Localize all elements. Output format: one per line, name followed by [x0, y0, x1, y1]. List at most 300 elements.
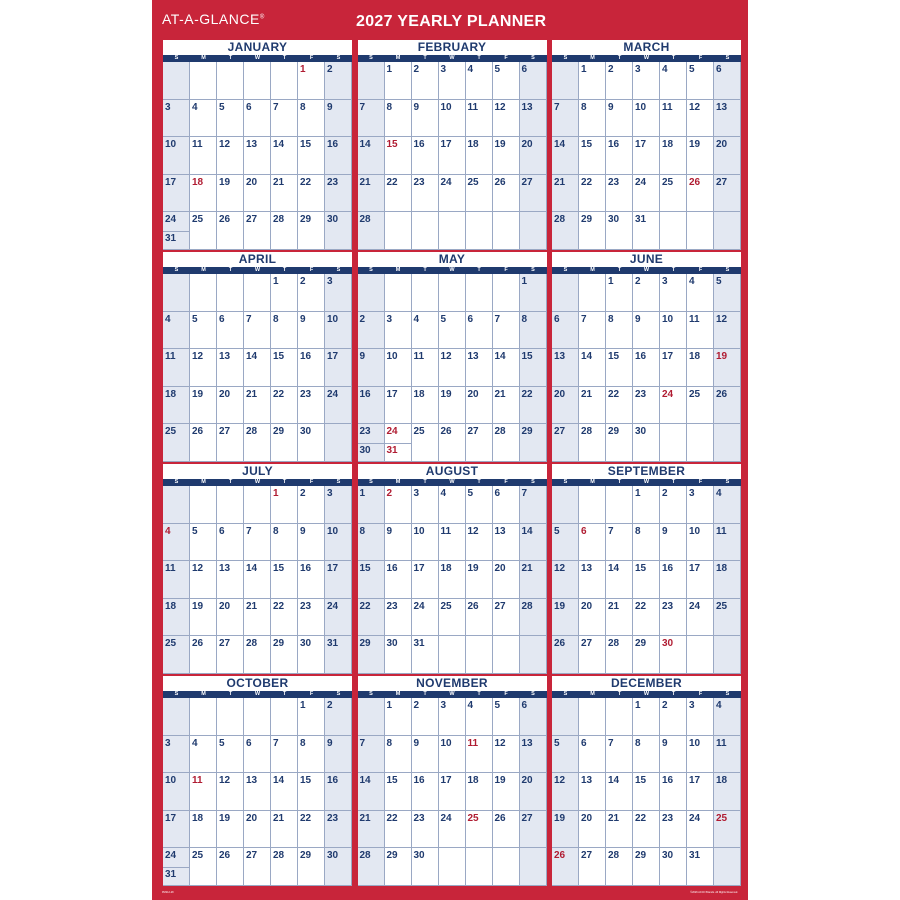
day-number: 24 — [386, 426, 398, 438]
day-cell — [358, 137, 385, 175]
day-number: 10 — [662, 313, 674, 325]
day-cell-empty — [163, 62, 190, 100]
day-cell — [271, 387, 298, 425]
day-number: 19 — [219, 176, 231, 188]
day-number: 12 — [689, 101, 701, 113]
weekday-label: W — [449, 691, 455, 697]
day-number: 8 — [521, 313, 528, 325]
day-cell — [244, 524, 271, 562]
day-cell — [271, 773, 298, 811]
day-cell-empty — [244, 62, 271, 100]
day-cell — [493, 424, 520, 462]
weekday-label: M — [395, 479, 401, 485]
day-cell-empty — [244, 274, 271, 312]
day-number: 22 — [608, 388, 620, 400]
day-number: 18 — [716, 563, 728, 575]
day-number: 9 — [327, 737, 333, 749]
day-number: 14 — [608, 563, 620, 575]
day-cell — [163, 736, 190, 774]
day-number: 21 — [608, 600, 620, 612]
day-cell-empty — [579, 698, 606, 736]
month-name: APRIL — [238, 252, 277, 266]
day-cell — [579, 387, 606, 425]
day-number: 1 — [273, 276, 279, 287]
day-cell — [217, 100, 244, 138]
day-cell — [298, 137, 325, 175]
day-cell — [606, 424, 633, 462]
day-number: 30 — [300, 638, 312, 650]
day-cell — [606, 848, 633, 886]
day-cell — [493, 736, 520, 774]
day-number: 10 — [689, 525, 701, 537]
weekday-label: S — [531, 691, 535, 697]
day-cell — [163, 312, 190, 350]
day-number: 21 — [359, 176, 371, 188]
day-cell — [190, 561, 217, 599]
day-number: 21 — [273, 176, 285, 188]
weekday-label: T — [228, 479, 233, 485]
day-number: 23 — [300, 600, 312, 612]
day-number: 20 — [521, 775, 533, 787]
day-cell — [493, 486, 520, 524]
day-cell — [412, 100, 439, 138]
day-cell — [606, 349, 633, 387]
weekday-header — [552, 55, 741, 62]
day-cell — [606, 524, 633, 562]
day-number: 14 — [521, 525, 533, 537]
day-cell — [687, 736, 714, 774]
day-number: 16 — [635, 351, 647, 363]
day-cell — [385, 599, 412, 637]
day-cell — [385, 811, 412, 849]
day-number: 13 — [219, 563, 231, 575]
day-cell — [298, 599, 325, 637]
day-number: 15 — [386, 775, 398, 787]
day-number: 17 — [327, 563, 339, 575]
day-cell — [687, 100, 714, 138]
month-name: FEBRUARY — [417, 40, 487, 54]
day-number: 7 — [608, 525, 614, 537]
day-number: 4 — [192, 101, 198, 113]
day-number: 22 — [581, 176, 593, 188]
day-number: 27 — [521, 812, 533, 824]
day-cell — [606, 599, 633, 637]
split-divider — [163, 867, 189, 868]
day-cell — [385, 175, 412, 213]
day-cell — [439, 736, 466, 774]
day-cell-empty — [163, 274, 190, 312]
day-cell — [298, 636, 325, 674]
day-number: 5 — [554, 525, 560, 537]
day-number: 6 — [219, 313, 225, 325]
day-cell-empty — [217, 62, 244, 100]
day-number: 12 — [467, 525, 479, 537]
day-number: 19 — [716, 351, 728, 363]
day-cell — [412, 811, 439, 849]
day-number: 31 — [635, 214, 647, 226]
weekday-header — [163, 55, 352, 62]
day-cell — [190, 524, 217, 562]
day-cell — [552, 848, 579, 886]
day-cell — [633, 811, 660, 849]
day-cell — [244, 811, 271, 849]
day-number: 25 — [689, 388, 701, 400]
day-cell — [579, 561, 606, 599]
day-number: 28 — [359, 850, 371, 862]
day-cell — [633, 212, 660, 250]
day-cell — [579, 636, 606, 674]
weekday-label: M — [201, 267, 206, 273]
day-cell — [633, 848, 660, 886]
day-number: 4 — [467, 700, 474, 711]
day-number: 17 — [165, 176, 177, 188]
day-number: 18 — [165, 600, 177, 612]
day-number: 1 — [386, 700, 393, 711]
month-name: SEPTEMBER — [607, 464, 686, 478]
day-cell — [298, 736, 325, 774]
day-number: 26 — [440, 426, 452, 438]
day-number: 13 — [219, 351, 231, 363]
day-cell — [466, 773, 493, 811]
day-number: 25 — [716, 812, 728, 824]
day-number: 4 — [689, 276, 695, 287]
day-number: 22 — [359, 600, 371, 612]
month-october — [163, 676, 352, 886]
weekday-label: S — [369, 267, 373, 273]
day-number: 30 — [386, 638, 398, 650]
day-cell-empty — [358, 274, 385, 312]
day-cell — [660, 636, 687, 674]
day-cell — [217, 811, 244, 849]
day-number: 4 — [467, 64, 474, 75]
day-cell — [660, 62, 687, 100]
day-cell — [325, 561, 352, 599]
day-number: 28 — [608, 638, 620, 650]
day-number: 22 — [273, 600, 285, 612]
weekday-header — [552, 267, 741, 274]
day-cell — [606, 274, 633, 312]
day-cell — [271, 100, 298, 138]
day-cell — [633, 62, 660, 100]
day-number: 22 — [273, 388, 285, 400]
day-number: 27 — [246, 850, 258, 862]
day-number: 3 — [165, 737, 171, 749]
day-number: 27 — [716, 176, 728, 188]
day-cell — [385, 387, 412, 425]
day-cell — [520, 274, 547, 312]
weekday-label: S — [725, 267, 730, 273]
day-cell — [520, 62, 547, 100]
day-number: 17 — [689, 775, 701, 787]
day-number: 24 — [689, 812, 701, 824]
day-number: 8 — [273, 313, 279, 325]
day-number: 16 — [662, 775, 674, 787]
weekday-label: T — [477, 267, 481, 273]
day-number: 28 — [554, 214, 566, 226]
day-grid — [163, 274, 352, 462]
weekday-label: W — [449, 55, 455, 61]
day-cell-empty — [579, 274, 606, 312]
day-cell — [244, 736, 271, 774]
day-cell — [687, 773, 714, 811]
day-number: 11 — [192, 775, 203, 787]
day-number: 21 — [246, 388, 258, 400]
day-cell — [190, 636, 217, 674]
day-cell — [633, 524, 660, 562]
day-cell — [552, 387, 579, 425]
day-cell — [217, 349, 244, 387]
day-number: 24 — [327, 388, 339, 400]
day-cell — [298, 698, 325, 736]
day-cell — [687, 387, 714, 425]
day-number: 21 — [273, 812, 285, 824]
day-grid — [552, 274, 741, 462]
day-number: 20 — [716, 139, 728, 151]
day-cell — [217, 212, 244, 250]
day-number: 8 — [635, 737, 641, 749]
day-cell — [439, 137, 466, 175]
day-cell — [466, 137, 493, 175]
day-cell — [714, 100, 741, 138]
weekday-label: S — [336, 691, 341, 697]
weekday-label: M — [201, 691, 206, 697]
weekday-label: F — [309, 691, 314, 697]
day-cell — [325, 524, 352, 562]
day-cell — [244, 349, 271, 387]
day-number: 9 — [300, 313, 306, 325]
day-cell — [190, 137, 217, 175]
day-cell — [520, 312, 547, 350]
day-number: 16 — [300, 351, 312, 363]
day-cell — [714, 698, 741, 736]
day-cell-empty — [552, 698, 579, 736]
day-number: 20 — [494, 563, 506, 575]
day-number: 30 — [300, 426, 312, 438]
day-cell — [633, 274, 660, 312]
day-cell — [552, 212, 579, 250]
day-number: 18 — [716, 775, 728, 787]
day-number: 24 — [635, 176, 647, 188]
day-cell — [493, 175, 520, 213]
day-cell — [493, 387, 520, 425]
day-number: 16 — [662, 563, 674, 575]
day-cell — [660, 773, 687, 811]
day-cell — [439, 811, 466, 849]
weekday-label: F — [504, 267, 508, 273]
day-number: 3 — [689, 488, 695, 499]
day-cell — [298, 175, 325, 213]
weekday-label: F — [698, 479, 703, 485]
header — [152, 0, 748, 40]
day-cell — [606, 811, 633, 849]
day-number: 18 — [192, 176, 204, 188]
day-number: 7 — [521, 488, 528, 499]
day-cell — [466, 698, 493, 736]
weekday-label: M — [590, 479, 595, 485]
day-cell-empty — [271, 698, 298, 736]
day-cell — [244, 387, 271, 425]
day-cell — [190, 773, 217, 811]
weekday-label: M — [590, 55, 595, 61]
weekday-label: M — [395, 55, 401, 61]
day-cell — [358, 175, 385, 213]
day-cell-empty — [714, 848, 741, 886]
day-number: 12 — [219, 775, 231, 787]
day-number: 2 — [300, 488, 306, 499]
day-cell — [298, 274, 325, 312]
day-number: 14 — [494, 351, 506, 363]
day-number: 6 — [219, 525, 225, 537]
day-number: 3 — [635, 64, 641, 75]
day-number: 30 — [662, 850, 674, 862]
day-cell — [244, 137, 271, 175]
day-number: 24 — [165, 214, 177, 226]
weekday-label: S — [369, 691, 373, 697]
day-cell — [412, 137, 439, 175]
day-number: 8 — [300, 737, 306, 749]
day-cell-empty — [552, 486, 579, 524]
day-cell-empty — [606, 486, 633, 524]
day-number: 23 — [359, 426, 371, 438]
day-cell — [298, 62, 325, 100]
day-cell — [520, 424, 547, 462]
day-cell — [466, 561, 493, 599]
day-cell — [633, 561, 660, 599]
day-cell — [385, 312, 412, 350]
day-number: 30 — [662, 638, 674, 650]
day-number: 15 — [359, 563, 371, 575]
weekday-header — [358, 691, 547, 698]
day-number: 6 — [554, 313, 560, 325]
weekday-header — [163, 479, 352, 486]
weekday-label: S — [531, 55, 535, 61]
day-cell — [520, 387, 547, 425]
day-number: 7 — [359, 101, 366, 113]
day-number: 29 — [386, 850, 398, 862]
day-cell — [217, 524, 244, 562]
weekday-label: T — [228, 691, 233, 697]
day-number: 27 — [467, 426, 479, 438]
day-number: 3 — [386, 313, 393, 325]
day-cell-empty — [439, 848, 466, 886]
day-cell — [385, 137, 412, 175]
day-cell — [633, 773, 660, 811]
day-number: 10 — [440, 737, 452, 749]
day-cell — [358, 387, 385, 425]
brand-name: AT-A-GLANCE — [162, 11, 260, 27]
day-cell-empty — [660, 212, 687, 250]
weekday-label: W — [643, 479, 650, 485]
day-cell — [217, 387, 244, 425]
day-cell — [163, 349, 190, 387]
day-number: 5 — [219, 101, 225, 113]
day-cell — [439, 387, 466, 425]
day-number: 14 — [246, 563, 258, 575]
day-cell — [244, 212, 271, 250]
day-number: 4 — [413, 313, 420, 325]
day-number: 7 — [608, 737, 614, 749]
day-cell — [633, 349, 660, 387]
day-cell — [493, 137, 520, 175]
day-cell — [633, 175, 660, 213]
weekday-header — [552, 479, 741, 486]
day-cell — [493, 312, 520, 350]
day-cell — [298, 212, 325, 250]
day-cell — [217, 424, 244, 462]
day-cell — [606, 62, 633, 100]
weekday-header — [163, 267, 352, 274]
day-number: 27 — [219, 638, 231, 650]
day-cell — [633, 424, 660, 462]
day-number: 15 — [608, 351, 620, 363]
day-cell — [687, 599, 714, 637]
day-number: 26 — [689, 176, 701, 188]
day-number: 17 — [689, 563, 701, 575]
day-number: 1 — [608, 276, 614, 287]
day-number: 26 — [219, 214, 231, 226]
day-number: 27 — [554, 426, 566, 438]
day-cell-empty — [520, 212, 547, 250]
day-cell — [714, 387, 741, 425]
day-number: 18 — [689, 351, 701, 363]
day-cell — [412, 848, 439, 886]
day-cell — [358, 100, 385, 138]
day-number: 27 — [581, 850, 593, 862]
day-cell-empty — [493, 848, 520, 886]
day-number: 26 — [554, 638, 566, 650]
weekday-label: M — [395, 691, 401, 697]
day-number: 21 — [608, 812, 620, 824]
day-number: 16 — [300, 563, 312, 575]
day-number: 5 — [192, 525, 198, 537]
day-number: 13 — [581, 563, 593, 575]
day-number: 22 — [386, 176, 398, 188]
day-cell — [714, 274, 741, 312]
day-number: 11 — [689, 313, 700, 325]
day-cell — [439, 599, 466, 637]
month-march — [552, 40, 741, 250]
day-number: 20 — [581, 812, 593, 824]
day-number: 12 — [219, 139, 231, 151]
day-number: 20 — [521, 139, 533, 151]
day-number: 21 — [359, 812, 371, 824]
weekday-header — [358, 267, 547, 274]
day-number: 28 — [581, 426, 593, 438]
day-number: 30 — [635, 426, 647, 438]
day-cell-empty — [163, 698, 190, 736]
weekday-label: S — [531, 479, 535, 485]
month-name: OCTOBER — [226, 676, 289, 690]
day-cell — [358, 312, 385, 350]
day-cell — [687, 486, 714, 524]
day-cell — [466, 387, 493, 425]
day-cell — [412, 636, 439, 674]
day-number: 6 — [521, 64, 528, 75]
day-cell — [190, 175, 217, 213]
weekday-label: F — [309, 55, 314, 61]
day-cell — [271, 274, 298, 312]
day-cell — [358, 599, 385, 637]
weekday-label: W — [254, 479, 261, 485]
day-cell — [660, 274, 687, 312]
day-number: 26 — [192, 638, 204, 650]
day-number: 8 — [581, 101, 587, 113]
day-number: 21 — [521, 563, 533, 575]
weekday-label: T — [282, 267, 287, 273]
day-cell — [660, 137, 687, 175]
day-number: 10 — [386, 351, 398, 363]
day-grid — [552, 486, 741, 674]
